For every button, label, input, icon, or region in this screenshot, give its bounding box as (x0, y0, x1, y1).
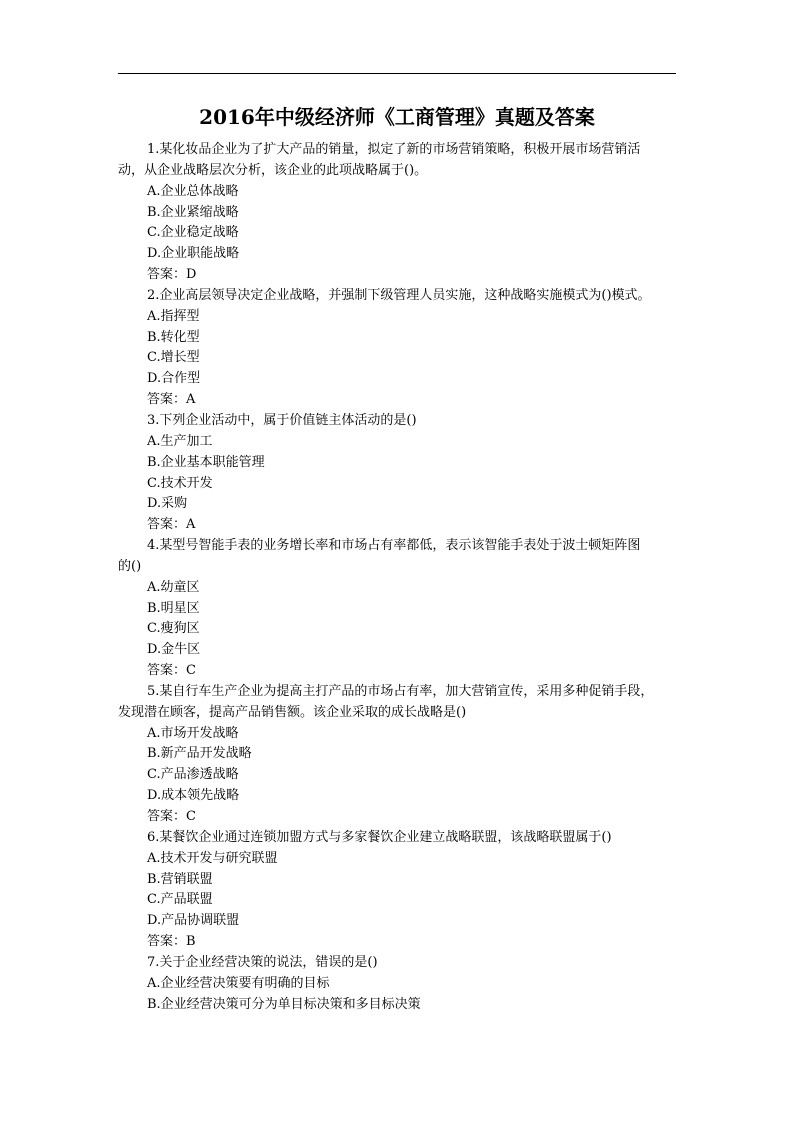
option: B.明星区 (147, 600, 200, 616)
answer: 答案：C (147, 809, 196, 824)
option: B.转化型 (147, 329, 200, 345)
option: D.产品协调联盟 (147, 913, 240, 929)
option: C.增长型 (147, 350, 200, 366)
option: B.企业经营决策可分为单目标决策和多目标决策 (147, 996, 421, 1012)
question-stem: 7.关于企业经营决策的说法，错误的是() (147, 954, 378, 970)
question-stem: 4.某型号智能手表的业务增长率和市场占有率都低，表示该智能手表处于波士顿矩阵图 (147, 538, 641, 554)
answer: 答案：B (147, 934, 196, 950)
question-stem: 2.企业高层领导决定企业战略，并强制下级管理人员实施，这种战略实施模式为()模式。 (147, 287, 651, 303)
option: B.企业基本职能管理 (147, 454, 265, 470)
option: D.采购 (147, 496, 188, 512)
question-stem: 3.下列企业活动中，属于价值链主体活动的是() (147, 412, 417, 428)
option: D.金牛区 (147, 642, 201, 658)
option: B.营销联盟 (147, 871, 213, 887)
answer: 答案：A (147, 517, 196, 533)
option: A.幼童区 (147, 579, 200, 595)
question-list (118, 140, 678, 1015)
option: A.企业经营决策要有明确的目标 (147, 975, 330, 991)
option: B.新产品开发战略 (147, 746, 252, 762)
question-stem-cont: 发现潜在顾客，提高产品销售额。该企业采取的成长战略是() (118, 704, 467, 720)
option: A.生产加工 (147, 433, 213, 449)
page-title: 2016年中级经济师《工商管理》真题及答案 (199, 105, 595, 129)
option: A.技术开发与研究联盟 (147, 850, 278, 866)
question-stem: 6.某餐饮企业通过连锁加盟方式与多家餐饮企业建立战略联盟，该战略联盟属于() (147, 829, 612, 845)
question-stem: 1.某化妆品企业为了扩大产品的销量，拟定了新的市场营销策略，积极开展市场营销活 (147, 142, 641, 157)
option: A.指挥型 (147, 308, 200, 324)
option: A.企业总体战略 (147, 183, 239, 199)
question-stem-cont: 动，从企业战略层次分析，该企业的此项战略属于()。 (118, 162, 428, 178)
option: D.合作型 (147, 371, 201, 387)
option: D.企业职能战略 (147, 246, 240, 262)
option: C.技术开发 (147, 475, 213, 491)
option: C.产品联盟 (147, 892, 213, 908)
option: B.企业紧缩战略 (147, 204, 239, 220)
header-rule (118, 73, 676, 74)
answer: 答案：D (147, 267, 197, 283)
option: A.市场开发战略 (147, 725, 239, 741)
option: C.企业稳定战略 (147, 225, 239, 241)
question-stem-cont: 的() (118, 558, 142, 574)
question-stem: 5.某自行车生产企业为提高主打产品的市场占有率，加大营销宣传，采用多种促销手段， (147, 683, 654, 699)
option: C.产品渗透战略 (147, 767, 239, 783)
option: C.瘦狗区 (147, 621, 200, 637)
answer: 答案：C (147, 663, 196, 679)
answer: 答案：A (147, 392, 196, 408)
option: D.成本领先战略 (147, 788, 240, 804)
